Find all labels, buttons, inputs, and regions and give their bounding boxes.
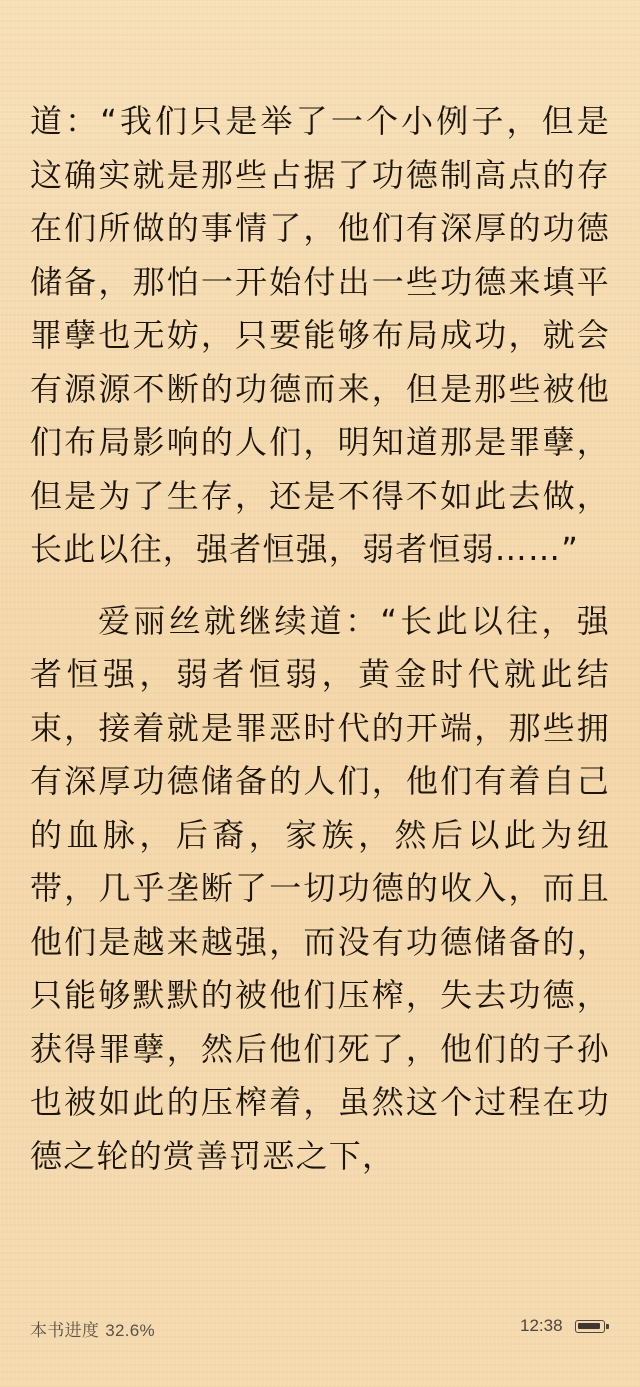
- reading-progress: [30, 1316, 155, 1341]
- battery-icon: [575, 1320, 605, 1333]
- battery-cap: [606, 1324, 609, 1329]
- battery-level: [578, 1323, 600, 1329]
- reader-status-bar: [0, 1300, 640, 1387]
- paragraph-2: 爱丽丝就继续道：“长此以往，强者恒强，弱者恒弱，黄金时代就此结束，接着就是罪恶时代的开端，那些拥有深厚功德储备的人们，他们有着自己的血脉，后裔，家族，然后以此为纽带，几乎垄断了一切功德的收入，而且他们是越来越强，而没有功德储备的，只能够默默的被他们压榨，失去功德，获得罪孽，然后他们死了，他们的子孙也被如此的压榨着，虽然这个过程在功德之轮的赏善罚恶之下，: [30, 601, 610, 1175]
- clock-time: 12:38: [520, 1316, 563, 1335]
- progress-label: 本书进度: [30, 1321, 100, 1340]
- book-text: [30, 95, 610, 1290]
- progress-value: 32.6%: [105, 1321, 155, 1340]
- paragraph-1: 道：“我们只是举了一个小例子，但是这确实就是那些占据了功德制高点的存在们所做的事情了，他们有深厚的功德储备，那怕一开始付出一些功德来填平罪孽也无妨，只要能够布局成功，就会有源源不断的功德而来，但是那些被他们布局影响的人们，明知道那是罪孽，但是为了生存，还是不得不如此去做，长此以往，强者恒强，弱者恒弱……”: [30, 102, 610, 568]
